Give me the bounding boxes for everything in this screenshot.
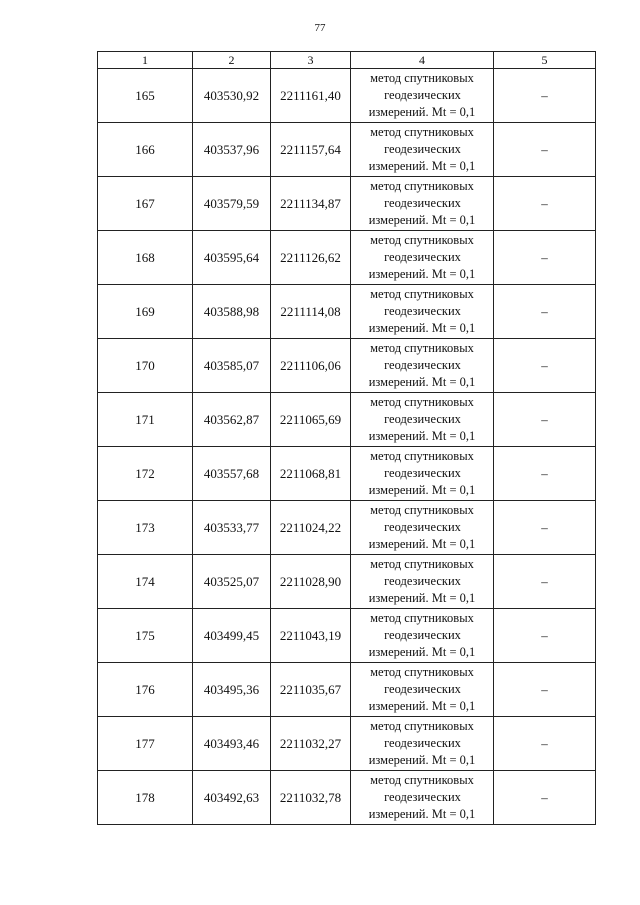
table-row — [98, 393, 596, 447]
coordinate-x: 403492,63 — [193, 771, 271, 825]
method-line: метод спутниковых — [370, 665, 474, 679]
point-number: 172 — [98, 447, 193, 501]
method-line: геодезических — [384, 520, 461, 534]
coordinate-y: 2211114,08 — [271, 285, 351, 339]
method-line: метод спутниковых — [370, 719, 474, 733]
table-row — [98, 447, 596, 501]
method-cell — [351, 393, 494, 447]
point-number: 168 — [98, 231, 193, 285]
method-line: измерений. Mt = 0,1 — [368, 537, 476, 551]
method-line: измерений. Mt = 0,1 — [368, 591, 476, 605]
table-row — [98, 663, 596, 717]
coordinate-x: 403557,68 — [193, 447, 271, 501]
table-row — [98, 339, 596, 393]
point-number: 170 — [98, 339, 193, 393]
note-cell: – — [494, 69, 596, 123]
note-cell: – — [494, 555, 596, 609]
table-row — [98, 285, 596, 339]
coordinate-y: 2211126,62 — [271, 231, 351, 285]
method-line: измерений. Mt = 0,1 — [368, 699, 476, 713]
method-line: измерений. Mt = 0,1 — [368, 375, 476, 389]
table-row — [98, 771, 596, 825]
method-line: метод спутниковых — [370, 449, 474, 463]
method-line: геодезических — [384, 196, 461, 210]
coordinate-x: 403537,96 — [193, 123, 271, 177]
note-cell: – — [494, 231, 596, 285]
note-cell: – — [494, 501, 596, 555]
point-number: 175 — [98, 609, 193, 663]
method-line: геодезических — [384, 790, 461, 804]
point-number: 165 — [98, 69, 193, 123]
coordinates-table — [97, 51, 596, 825]
coordinate-y: 2211035,67 — [271, 663, 351, 717]
coordinate-y: 2211068,81 — [271, 447, 351, 501]
method-line: метод спутниковых — [370, 179, 474, 193]
method-line: геодезических — [384, 628, 461, 642]
method-cell — [351, 501, 494, 555]
coordinate-x: 403533,77 — [193, 501, 271, 555]
method-cell — [351, 69, 494, 123]
method-line: измерений. Mt = 0,1 — [368, 321, 476, 335]
coordinate-x: 403595,64 — [193, 231, 271, 285]
method-line: геодезических — [384, 142, 461, 156]
column-header: 3 — [271, 52, 351, 69]
coordinate-x: 403588,98 — [193, 285, 271, 339]
point-number: 167 — [98, 177, 193, 231]
coordinate-y: 2211032,78 — [271, 771, 351, 825]
method-cell — [351, 339, 494, 393]
coordinate-x: 403579,59 — [193, 177, 271, 231]
note-cell: – — [494, 393, 596, 447]
point-number: 173 — [98, 501, 193, 555]
method-line: метод спутниковых — [370, 71, 474, 85]
method-line: геодезических — [384, 412, 461, 426]
coordinate-y: 2211157,64 — [271, 123, 351, 177]
method-cell — [351, 123, 494, 177]
point-number: 166 — [98, 123, 193, 177]
note-cell: – — [494, 609, 596, 663]
column-header: 4 — [351, 52, 494, 69]
table-row — [98, 717, 596, 771]
method-line: метод спутниковых — [370, 611, 474, 625]
table-row — [98, 69, 596, 123]
coordinate-y: 2211043,19 — [271, 609, 351, 663]
method-line: метод спутниковых — [370, 341, 474, 355]
column-header: 2 — [193, 52, 271, 69]
coordinate-y: 2211024,22 — [271, 501, 351, 555]
table-row — [98, 231, 596, 285]
method-line: измерений. Mt = 0,1 — [368, 159, 476, 173]
note-cell: – — [494, 663, 596, 717]
point-number: 174 — [98, 555, 193, 609]
method-line: геодезических — [384, 358, 461, 372]
coordinate-x: 403530,92 — [193, 69, 271, 123]
coordinate-x: 403562,87 — [193, 393, 271, 447]
method-line: измерений. Mt = 0,1 — [368, 105, 476, 119]
method-line: измерений. Mt = 0,1 — [368, 645, 476, 659]
method-line: метод спутниковых — [370, 233, 474, 247]
method-cell — [351, 447, 494, 501]
point-number: 171 — [98, 393, 193, 447]
method-line: метод спутниковых — [370, 773, 474, 787]
coordinate-y: 2211028,90 — [271, 555, 351, 609]
table-row — [98, 501, 596, 555]
note-cell: – — [494, 285, 596, 339]
coordinate-y: 2211134,87 — [271, 177, 351, 231]
column-header: 1 — [98, 52, 193, 69]
coordinate-x: 403585,07 — [193, 339, 271, 393]
note-cell: – — [494, 447, 596, 501]
method-line: геодезических — [384, 682, 461, 696]
coordinate-x: 403499,45 — [193, 609, 271, 663]
table-row — [98, 609, 596, 663]
table-body — [98, 69, 596, 825]
method-line: измерений. Mt = 0,1 — [368, 807, 476, 821]
point-number: 176 — [98, 663, 193, 717]
method-cell — [351, 285, 494, 339]
method-line: метод спутниковых — [370, 503, 474, 517]
method-line: геодезических — [384, 88, 461, 102]
method-line: измерений. Mt = 0,1 — [368, 483, 476, 497]
method-line: измерений. Mt = 0,1 — [368, 213, 476, 227]
method-cell — [351, 231, 494, 285]
coordinate-y: 2211032,27 — [271, 717, 351, 771]
coordinate-y: 2211106,06 — [271, 339, 351, 393]
method-cell — [351, 717, 494, 771]
coordinate-x: 403525,07 — [193, 555, 271, 609]
coordinate-y: 2211065,69 — [271, 393, 351, 447]
method-line: геодезических — [384, 574, 461, 588]
note-cell: – — [494, 771, 596, 825]
method-line: геодезических — [384, 304, 461, 318]
method-line: геодезических — [384, 466, 461, 480]
method-line: геодезических — [384, 250, 461, 264]
point-number: 177 — [98, 717, 193, 771]
note-cell: – — [494, 177, 596, 231]
coordinate-x: 403493,46 — [193, 717, 271, 771]
method-cell — [351, 609, 494, 663]
column-header: 5 — [494, 52, 596, 69]
method-line: геодезических — [384, 736, 461, 750]
method-cell — [351, 555, 494, 609]
method-line: метод спутниковых — [370, 557, 474, 571]
method-line: метод спутниковых — [370, 125, 474, 139]
method-line: метод спутниковых — [370, 287, 474, 301]
method-cell — [351, 771, 494, 825]
table-row — [98, 177, 596, 231]
point-number: 178 — [98, 771, 193, 825]
table-header-row — [98, 52, 596, 69]
method-line: измерений. Mt = 0,1 — [368, 267, 476, 281]
method-cell — [351, 177, 494, 231]
coordinate-x: 403495,36 — [193, 663, 271, 717]
note-cell: – — [494, 123, 596, 177]
method-line: измерений. Mt = 0,1 — [368, 429, 476, 443]
table-row — [98, 555, 596, 609]
method-line: метод спутниковых — [370, 395, 474, 409]
method-cell — [351, 663, 494, 717]
coordinate-y: 2211161,40 — [271, 69, 351, 123]
table-row — [98, 123, 596, 177]
note-cell: – — [494, 339, 596, 393]
note-cell: – — [494, 717, 596, 771]
method-line: измерений. Mt = 0,1 — [368, 753, 476, 767]
point-number: 169 — [98, 285, 193, 339]
page-number: 77 — [314, 22, 326, 34]
